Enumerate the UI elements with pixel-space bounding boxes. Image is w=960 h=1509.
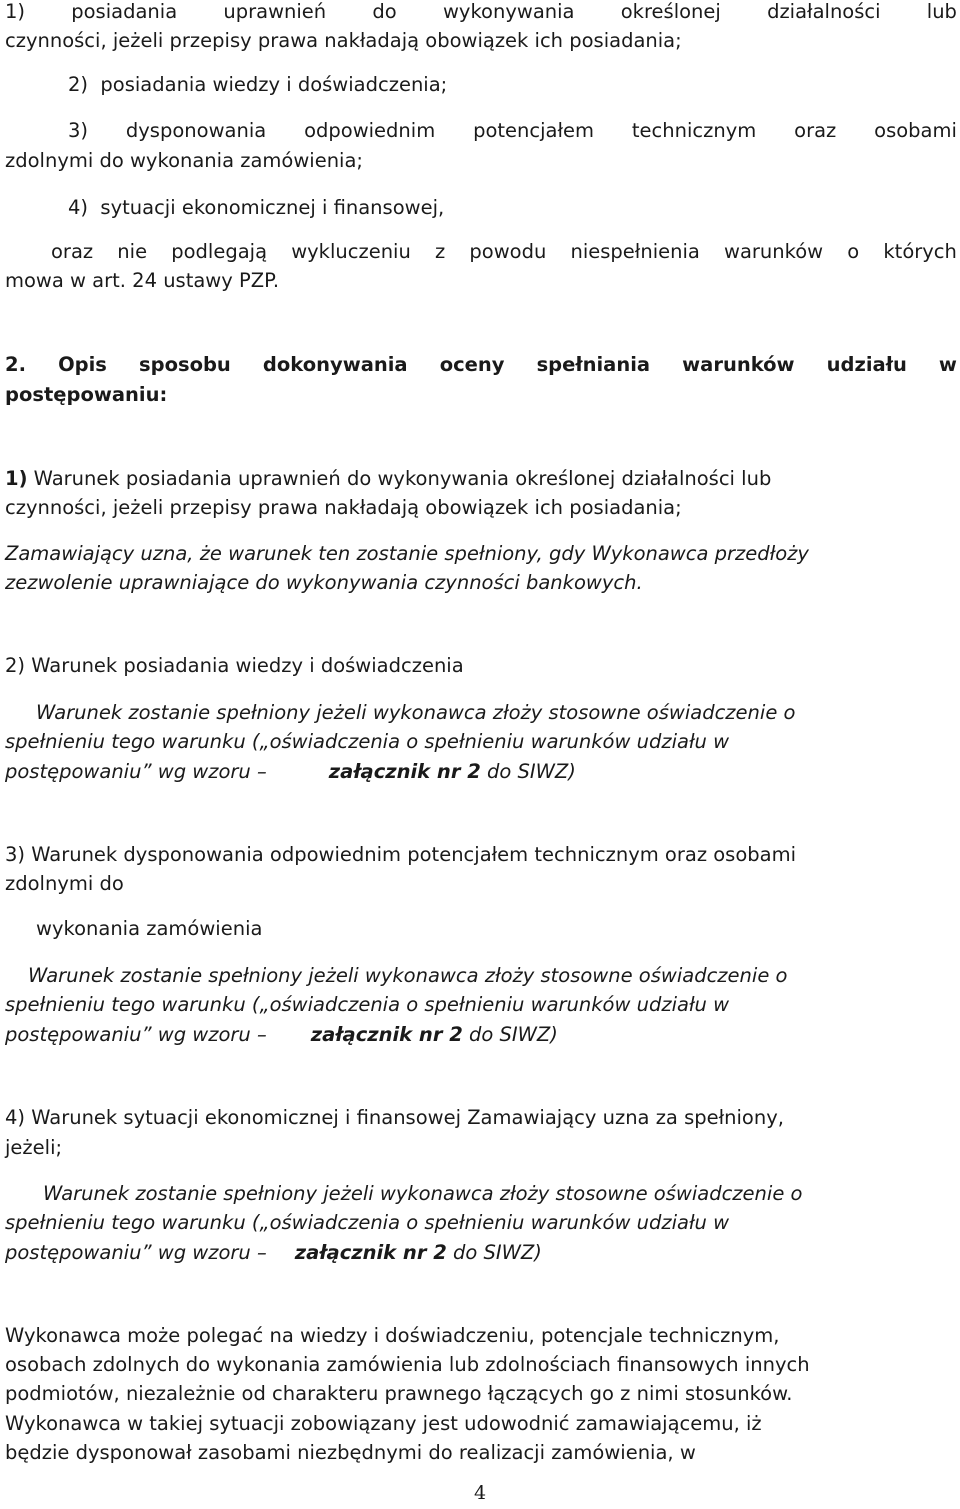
condition-3-title-line-3: wykonania zamówienia	[36, 917, 263, 940]
condition-3-title-line-2: zdolnymi do	[5, 872, 124, 895]
word: określonej	[620, 0, 721, 23]
attachment-ref: załącznik nr 2	[328, 760, 481, 783]
word: Opis	[58, 353, 107, 376]
section-heading-line-1	[5, 350, 957, 380]
list-item-4: 4) sytuacji ekonomicznej i finansowej,	[68, 196, 445, 219]
condition-3-ref-text: postępowaniu” wg wzoru –	[5, 1023, 267, 1046]
list-item-3-line-2: zdolnymi do wykonania zamówienia;	[5, 149, 363, 172]
word: posiadania	[71, 0, 178, 23]
word: oraz	[51, 240, 94, 263]
condition-2-line-3	[5, 757, 576, 787]
condition-3-line-3	[5, 1020, 558, 1050]
word: których	[883, 240, 957, 263]
list-item-1-line-1	[5, 0, 957, 27]
condition-3-ref-suffix: do SIWZ)	[462, 1023, 558, 1046]
word: lub	[926, 0, 957, 23]
word: warunków	[682, 353, 795, 376]
condition-3-title-line-1: 3) Warunek dysponowania odpowiednim potencjałem technicznym oraz osobami	[5, 843, 797, 866]
word: wykluczeniu	[291, 240, 411, 263]
condition-4-title-line-2: jeżeli;	[5, 1136, 63, 1159]
paragraph-line-5: będzie dysponował zasobami niezbędnymi do realizacji zamówienia, w	[5, 1441, 696, 1464]
word: odpowiednim	[304, 119, 436, 142]
paragraph-line-1: Wykonawca może polegać na wiedzy i doświadczeniu, potencjale technicznym,	[5, 1324, 780, 1347]
condition-3-line-2: spełnieniu tego warunku („oświadczenia o spełnieniu warunków udziału w	[5, 993, 730, 1016]
word: 3)	[68, 119, 89, 142]
word: osobami	[874, 119, 957, 142]
word: dysponowania	[125, 119, 267, 142]
word: nie	[117, 240, 148, 263]
exclusion-line-1	[51, 237, 957, 267]
word: dokonywania	[262, 353, 408, 376]
condition-4-line-3	[5, 1238, 542, 1268]
condition-3-line-1: Warunek zostanie spełniony jeżeli wykonawca złoży stosowne oświadczenie o	[28, 964, 788, 987]
word: potencjałem	[473, 119, 595, 142]
condition-1-line-2: czynności, jeżeli przepisy prawa nakładają obowiązek ich posiadania;	[5, 496, 682, 519]
list-item-2: 2) posiadania wiedzy i doświadczenia;	[68, 73, 448, 96]
condition-4-line-2: spełnieniu tego warunku („oświadczenia o spełnieniu warunków udziału w	[5, 1211, 730, 1234]
paragraph-line-4: Wykonawca w takiej sytuacji zobowiązany jest udowodnić zamawiającemu, iż	[5, 1412, 762, 1435]
condition-2-line-2: spełnieniu tego warunku („oświadczenia o spełnieniu warunków udziału w	[5, 730, 730, 753]
attachment-ref: załącznik nr 2	[310, 1023, 463, 1046]
condition-1-note-line-2: zezwolenie uprawniające do wykonywania czynności bankowych.	[5, 571, 643, 594]
word: technicznym	[631, 119, 757, 142]
word: niespełnienia	[570, 240, 700, 263]
condition-2-line-1: Warunek zostanie spełniony jeżeli wykonawca złoży stosowne oświadczenie o	[36, 701, 796, 724]
condition-1-text: Warunek posiadania uprawnień do wykonywania określonej działalności lub	[27, 467, 772, 490]
attachment-ref: załącznik nr 2	[294, 1241, 447, 1264]
word: 2.	[5, 353, 26, 376]
word: wykonywania	[442, 0, 575, 23]
page-number: 4	[473, 1482, 487, 1504]
document-page	[5, 0, 957, 1509]
word: spełniania	[536, 353, 651, 376]
word: z	[435, 240, 446, 263]
condition-4-ref-suffix: do SIWZ)	[446, 1241, 542, 1264]
word: podlegają	[171, 240, 268, 263]
section-heading-line-2: postępowaniu:	[5, 383, 168, 406]
word: uprawnień	[223, 0, 327, 23]
paragraph-line-3: podmiotów, niezależnie od charakteru prawnego łączących go z nimi stosunków.	[5, 1382, 793, 1405]
word: oceny	[439, 353, 505, 376]
condition-4-title-line-1: 4) Warunek sytuacji ekonomicznej i finansowej Zamawiający uzna za spełniony,	[5, 1106, 784, 1129]
word: 1)	[5, 0, 26, 23]
list-item-3-line-1	[68, 116, 957, 146]
condition-2-ref-suffix: do SIWZ)	[480, 760, 576, 783]
list-item-1-line-2: czynności, jeżeli przepisy prawa nakładają obowiązek ich posiadania;	[5, 29, 682, 52]
condition-2-title: 2) Warunek posiadania wiedzy i doświadczenia	[5, 654, 464, 677]
word: powodu	[469, 240, 547, 263]
word: o	[847, 240, 860, 263]
word: w	[938, 353, 957, 376]
condition-1-note-line-1: Zamawiający uzna, że warunek ten zostanie spełniony, gdy Wykonawca przedłoży	[5, 542, 809, 565]
condition-1-line-1	[5, 464, 771, 494]
condition-4-ref-text: postępowaniu” wg wzoru –	[5, 1241, 267, 1264]
word: oraz	[794, 119, 837, 142]
word: sposobu	[139, 353, 231, 376]
word: warunków	[724, 240, 824, 263]
condition-1-number: 1)	[5, 467, 28, 490]
exclusion-line-2: mowa w art. 24 ustawy PZP.	[5, 269, 280, 292]
condition-4-line-1: Warunek zostanie spełniony jeżeli wykonawca złoży stosowne oświadczenie o	[43, 1182, 803, 1205]
word: do	[372, 0, 397, 23]
condition-2-ref-text: postępowaniu” wg wzoru –	[5, 760, 267, 783]
word: udziału	[826, 353, 907, 376]
paragraph-line-2: osobach zdolnych do wykonania zamówienia lub zdolnościach finansowych innych	[5, 1353, 810, 1376]
word: działalności	[767, 0, 881, 23]
